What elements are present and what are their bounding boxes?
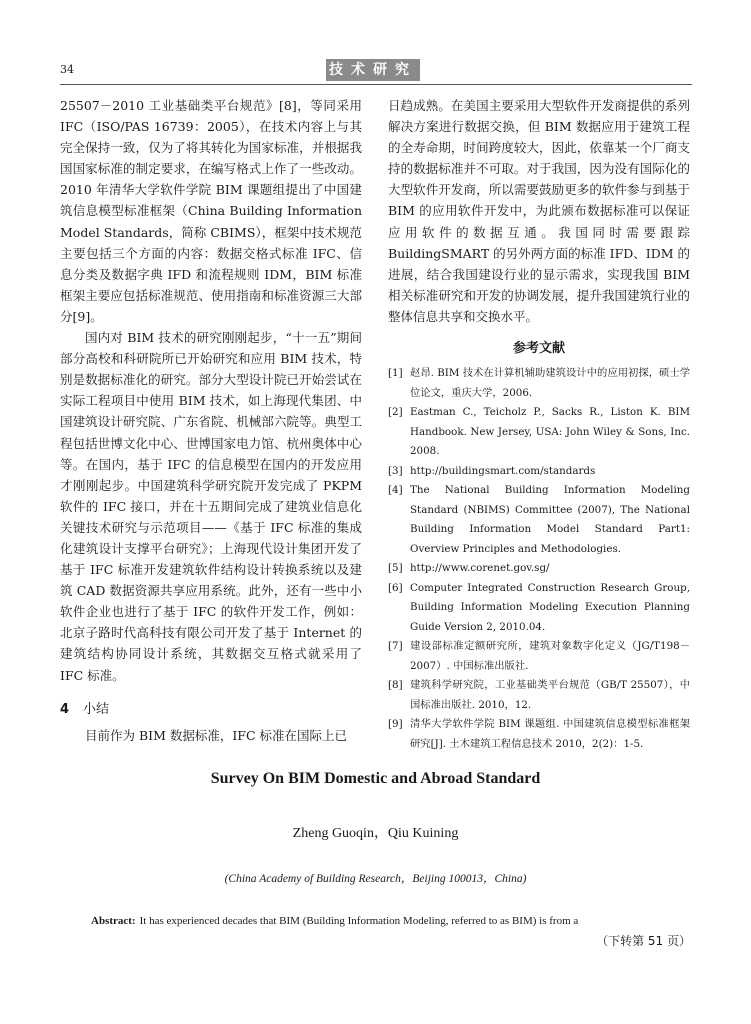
- reference-item[interactable]: [3] http://buildingsmart.com/standards: [388, 464, 596, 477]
- reference-item: [4] The National Building Information Modeling Standard (NBIMS) Committee (2007), The National Building Information Model Standard Part1: Overview Principles and Methodologies.: [388, 484, 690, 555]
- right-paragraph-1: 日趋成熟。在美国主要采用大型软件开发商提供的系列解决方案进行数据交换，但 BIM 数据应用于建筑工程的全寿命期，时间跨度较大，因此，依靠某一个厂商支持的数据标准并不可取。对于我国，因为没有国际化的大型软件开发商，所以需要鼓励更多的软件参与到基于 BIM 的应用软件开发中，为此颁布数据标准可以保证应用软件的数据互通。我国同时需要跟踪 BuildingSMART 的另外两方面的标准 IFD、IDM 的进展，结合我国建设行业的显示需求，实现我国 BIM 相关标准研究和开发的协调发展，提升我国建筑行业的整体信息共享和交换水平。: [388, 98, 691, 324]
- header-rule: [60, 84, 692, 85]
- section-title: 小结: [83, 701, 110, 717]
- reference-item: [2] Eastman C., Teicholz P., Sacks R., Liston K. BIM Handbook. New Jersey, USA: John Wiley & Sons, Inc. 2008.: [388, 406, 690, 458]
- english-authors: Zheng Guoqin，Qiu Kuining: [292, 826, 459, 841]
- section-heading: [60, 698, 362, 717]
- reference-item: [6] Computer Integrated Construction Research Group, Building Information Modeling Execution Planning Guide Version 2, 2010.04.: [388, 581, 690, 633]
- left-paragraph-1: 25507－2010 工业基础类平台规范》[8]，等同采用 IFC（ISO/PAS 16739：2005），在技术内容上与其完全保持一致，仅为了将其转化为国家标准，并根据我国国家标准的制定要求，在编写格式上作了一些改动。2010 年清华大学软件学院 BIM 课题组提出了中国建筑信息模型标准框架（China Building Information Model Standards，简称 CBIMS），框架中技术规范主要包括三个方面的内容：数据交格式标准 IFC、信息分类及数据字典 IFD 和流程规则 IDM，BIM 标准框架主要应包括标准规范、使用指南和标准资源三大部分[9]。: [60, 98, 362, 324]
- reference-item: [1] 赵昂. BIM 技术在计算机辅助建筑设计中的应用初探，硕士学位论文，重庆大学，2006.: [388, 367, 690, 399]
- english-title: Survey On BIM Domestic and Abroad Standard: [210, 770, 541, 787]
- right-column: [388, 95, 690, 754]
- abstract-label: Abstract:: [91, 915, 136, 927]
- reference-item: [8] 建筑科学研究院，工业基础类平台规范（GB/T 25507），中国标准出版社. 2010，12.: [388, 679, 690, 711]
- section-header: 技术研究: [326, 59, 420, 81]
- english-abstract: [91, 911, 692, 931]
- references-heading: 参考文献: [512, 341, 565, 357]
- left-paragraph-2: 国内对 BIM 技术的研究刚刚起步，“十一五”期间部分高校和科研院所已开始研究和应用 BIM 技术，特别是数据标准化的研究。部分大型设计院已开始尝试在实际工程项目中使用 BIM 技术，如上海现代集团、中国建筑设计研究院、广东省院、机械部六院等。典型工程包括世博文化中心、世博国家电力馆、杭州奥体中心等。在国内，基于 IFC 的信息模型在国内的开发应用才刚刚起步。中国建筑科学研究院开发完成了 PKPM 软件的 IFC 接口，并在十五期间完成了建筑业信息化关键技术研究与示范项目——《基于 IFC 标准的集成化建筑设计支撑平台研究》；上海现代设计集团开发了基于 IFC 标准开发建筑软件结构设计转换系统以及建筑 CAD 数据资源共享应用系统。此外，还有一些中小软件企业也进行了基于 IFC 的软件开发工作，例如：北京子路时代高科技有限公司开发了基于 Internet 的建筑结构协同设计系统，其数据交互格式就采用了 IFC 标准。: [60, 330, 362, 683]
- reference-item: [9] 清华大学软件学院 BIM 课题组. 中国建筑信息模型标准框架研究[J]. 土木建筑工程信息技术 2010，2(2)：1-5.: [388, 718, 690, 750]
- section-number: 4: [60, 701, 70, 717]
- continued-note: （下转第 51 页）: [596, 934, 691, 948]
- reference-item: [7] 建设部标准定额研究所，建筑对象数字化定义（JG/T198－2007）. 中国标准出版社.: [388, 640, 690, 672]
- abstract-text: It has experienced decades that BIM (Building Information Modeling, referred to as BIM) is from a: [139, 915, 579, 927]
- page-number: 34: [60, 63, 74, 76]
- left-paragraph-3: 目前作为 BIM 数据标准，IFC 标准在国际上已: [85, 727, 348, 743]
- reference-list: [388, 364, 690, 754]
- reference-item[interactable]: [5] http://www.corenet.gov.sg/: [388, 562, 550, 575]
- left-column: [60, 95, 362, 746]
- english-affiliation: (China Academy of Building Research，Beijing 100013，China): [224, 873, 527, 885]
